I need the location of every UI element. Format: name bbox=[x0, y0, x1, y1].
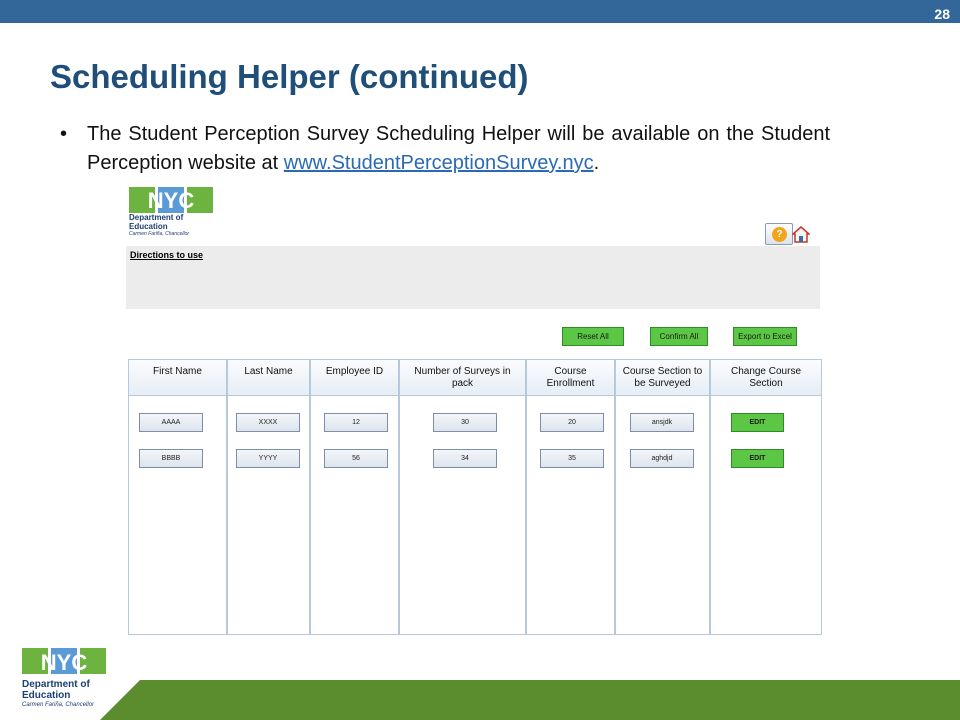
home-icon[interactable] bbox=[792, 226, 810, 243]
question-icon: ? bbox=[772, 227, 787, 242]
bullet-body: The Student Perception Survey Scheduling Helper will be available on the Student Perception website at bbox=[87, 123, 830, 174]
last-name-field[interactable]: YYYY bbox=[236, 449, 300, 468]
export-to-excel-button[interactable]: Export to Excel bbox=[733, 327, 797, 346]
surveys-in-pack-field[interactable]: 30 bbox=[433, 413, 497, 432]
first-name-field[interactable]: BBBB bbox=[139, 449, 203, 468]
edit-button[interactable]: EDIT bbox=[731, 449, 784, 468]
course-section-field[interactable]: ansjdk bbox=[630, 413, 694, 432]
column-header: Course Enrollment bbox=[527, 360, 614, 396]
logo-dept-line2: Education bbox=[129, 222, 168, 231]
help-button[interactable] bbox=[765, 223, 793, 245]
employee-id-field[interactable]: 12 bbox=[324, 413, 388, 432]
column-change-course-section bbox=[710, 359, 822, 635]
confirm-all-button[interactable]: Confirm All bbox=[650, 327, 708, 346]
footer-chancellor: Carmen Fariña, Chancellor bbox=[22, 702, 95, 708]
course-enrollment-field[interactable]: 35 bbox=[540, 449, 604, 468]
directions-panel bbox=[126, 246, 820, 309]
course-enrollment-field[interactable]: 20 bbox=[540, 413, 604, 432]
scheduling-helper-app bbox=[126, 183, 826, 643]
footer-dept-line2: Education bbox=[22, 690, 71, 701]
employee-id-field[interactable]: 56 bbox=[324, 449, 388, 468]
header-bar bbox=[0, 0, 960, 23]
reset-all-button[interactable]: Reset All bbox=[562, 327, 624, 346]
column-header: Last Name bbox=[228, 360, 309, 396]
first-name-field[interactable]: AAAA bbox=[139, 413, 203, 432]
column-first-name bbox=[128, 359, 227, 635]
column-last-name bbox=[227, 359, 310, 635]
column-header: Number of Surveys in pack bbox=[400, 360, 525, 396]
logo-chancellor: Carmen Fariña, Chancellor bbox=[129, 231, 190, 237]
footer-band bbox=[100, 680, 960, 720]
course-section-field[interactable]: aghdjd bbox=[630, 449, 694, 468]
app-logo bbox=[129, 187, 219, 239]
column-course-enrollment bbox=[526, 359, 615, 635]
page-number: 28 bbox=[934, 6, 950, 22]
column-employee-id bbox=[310, 359, 399, 635]
bullet-text bbox=[87, 120, 830, 178]
bullet-dot: • bbox=[60, 123, 68, 145]
schedule-grid bbox=[128, 359, 822, 635]
slide-title: Scheduling Helper (continued) bbox=[50, 58, 529, 95]
nyc-logo-icon bbox=[22, 648, 108, 674]
column-course-section bbox=[615, 359, 710, 635]
last-name-field[interactable]: XXXX bbox=[236, 413, 300, 432]
bullet-period: . bbox=[593, 152, 600, 174]
logo-wordmark: NYC bbox=[147, 188, 195, 213]
directions-label[interactable]: Directions to use bbox=[130, 250, 204, 260]
footer-dept-line1: Department of bbox=[22, 679, 90, 690]
column-header: First Name bbox=[129, 360, 226, 396]
column-header: Employee ID bbox=[311, 360, 398, 396]
website-link[interactable]: www.StudentPerceptionSurvey.nyc bbox=[283, 152, 594, 174]
column-header: Course Section to be Surveyed bbox=[616, 360, 709, 396]
edit-button[interactable]: EDIT bbox=[731, 413, 784, 432]
column-header: Change Course Section bbox=[711, 360, 821, 396]
column-number-of-surveys bbox=[399, 359, 526, 635]
footer-logo-wordmark: NYC bbox=[40, 650, 88, 674]
surveys-in-pack-field[interactable]: 34 bbox=[433, 449, 497, 468]
logo-dept-line1: Department of bbox=[129, 213, 184, 222]
nyc-logo-icon bbox=[129, 187, 217, 213]
